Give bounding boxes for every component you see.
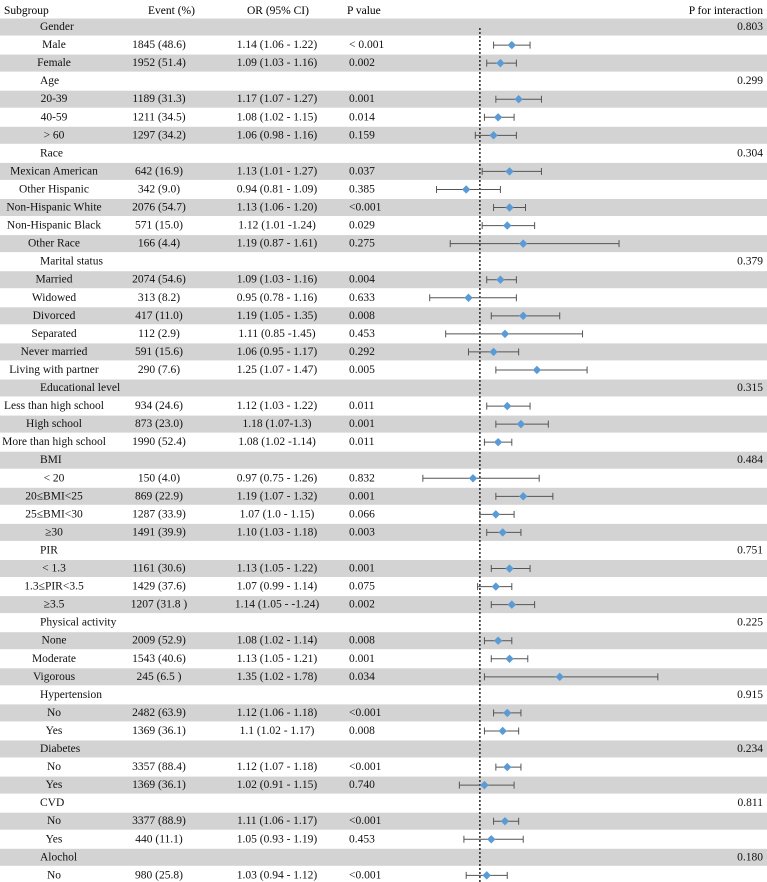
or-ci-value: 1.18 (1.07-1.3) — [242, 418, 312, 431]
row-stripe — [0, 524, 767, 541]
or-ci-value: 1.06 (0.98 - 1.16) — [236, 129, 318, 142]
p-value: <0.001 — [349, 201, 382, 214]
or-ci-value: 1.17 (1.07 - 1.27) — [236, 93, 318, 106]
p-value: 0.159 — [349, 129, 375, 142]
p-value: 0.011 — [349, 436, 375, 449]
subgroup-label: No — [46, 761, 62, 774]
event-value: 3357 (88.4) — [132, 761, 186, 774]
subgroup-label: No — [46, 706, 62, 719]
p-value: 0.385 — [349, 183, 375, 196]
or-ci-value: 1.13 (1.01 - 1.27) — [236, 165, 318, 178]
group-label: Gender — [40, 21, 74, 34]
subgroup-label: More than high school — [2, 436, 106, 449]
row-stripe — [0, 163, 767, 180]
header-p-value: P value — [347, 5, 381, 17]
p-interaction-value: 0.803 — [737, 21, 763, 34]
p-value: < 0.001 — [349, 39, 385, 52]
event-value: 1211 (34.5) — [132, 111, 186, 124]
row-stripe — [0, 19, 767, 36]
event-value: 2074 (54.6) — [132, 273, 186, 286]
event-value: 245 (6.5 ) — [136, 670, 182, 683]
header-event: Event (%) — [148, 5, 195, 17]
subgroup-label: 25≤BMI<30 — [25, 508, 83, 521]
event-value: 1207 (31.8 ) — [130, 598, 188, 611]
event-value: 417 (11.0) — [135, 309, 183, 322]
event-value: 166 (4.4) — [137, 237, 181, 250]
row-stripe — [0, 777, 767, 794]
event-value: 313 (8.2) — [137, 291, 181, 304]
or-ci-value: 1.07 (0.99 - 1.14) — [236, 580, 318, 593]
group-label: Hypertension — [40, 688, 102, 701]
row-stripe — [0, 560, 767, 577]
row-stripe — [0, 271, 767, 288]
or-ci-value: 0.94 (0.81 - 1.09) — [236, 183, 318, 196]
or-ci-value: 1.19 (1.07 - 1.32) — [236, 490, 318, 503]
p-interaction-value: 0.234 — [737, 743, 763, 756]
row-stripe — [0, 55, 767, 72]
or-ci-value: 1.12 (1.06 - 1.18) — [236, 706, 318, 719]
subgroup-label: High school — [26, 418, 82, 431]
p-interaction-value: 0.915 — [737, 688, 763, 701]
subgroup-label: Male — [42, 39, 66, 52]
subgroup-label: < 1.3 — [42, 562, 66, 575]
p-value: 0.001 — [349, 418, 375, 431]
or-ci-value: 1.02 (0.91 - 1.15) — [236, 779, 318, 792]
event-value: 150 (4.0) — [137, 472, 181, 485]
event-value: 1429 (37.6) — [132, 580, 186, 593]
event-value: 1845 (48.6) — [132, 39, 186, 52]
subgroup-label: Other Race — [27, 237, 81, 250]
row-stripe — [0, 307, 767, 324]
p-value: 0.832 — [349, 472, 375, 485]
row-stripe — [0, 199, 767, 216]
p-interaction-value: 0.315 — [737, 382, 763, 395]
row-stripe — [0, 741, 767, 758]
subgroup-label: Non-Hispanic White — [6, 201, 102, 214]
subgroup-label: Separated — [31, 327, 77, 340]
subgroup-label: Less than high school — [4, 400, 104, 413]
subgroup-label: Yes — [45, 779, 63, 792]
p-value: 0.001 — [349, 490, 375, 503]
p-value: 0.014 — [349, 111, 375, 124]
group-label: Diabetes — [40, 743, 81, 756]
or-ci-value: 1.35 (1.02 - 1.78) — [236, 670, 318, 683]
event-value: 2482 (63.9) — [132, 706, 186, 719]
p-interaction-value: 0.379 — [737, 255, 763, 268]
event-value: 1369 (36.1) — [132, 724, 186, 737]
p-value: 0.003 — [349, 526, 375, 539]
group-label: Physical activity — [40, 616, 117, 629]
row-stripe — [0, 343, 767, 360]
subgroup-label: Married — [35, 273, 73, 286]
p-value: 0.029 — [349, 219, 375, 232]
subgroup-label: Divorced — [32, 309, 76, 322]
row-stripe — [0, 849, 767, 866]
group-label: BMI — [40, 454, 62, 467]
or-ci-value: 1.19 (1.05 - 1.35) — [236, 309, 318, 322]
subgroup-label: Yes — [45, 833, 63, 846]
or-ci-value: 1.07 (1.0 - 1.15) — [239, 508, 315, 521]
or-ci-value: 1.13 (1.05 - 1.22) — [236, 562, 318, 575]
event-value: 1952 (51.4) — [132, 57, 186, 70]
or-ci-value: 1.03 (0.94 - 1.12) — [236, 869, 318, 882]
p-value: 0.275 — [349, 237, 375, 250]
group-label: Educational level — [40, 382, 121, 395]
event-value: 1161 (30.6) — [132, 562, 186, 575]
p-value: 0.008 — [349, 634, 375, 647]
row-stripe — [0, 813, 767, 830]
or-ci-value: 1.11 (1.06 - 1.17) — [236, 815, 318, 828]
p-interaction-value: 0.225 — [737, 616, 763, 629]
subgroup-label: 40-59 — [40, 111, 68, 124]
or-ci-value: 1.08 (1.02 - 1.15) — [236, 111, 318, 124]
or-ci-value: 1.10 (1.03 - 1.18) — [236, 526, 318, 539]
event-value: 980 (25.8) — [135, 869, 183, 882]
subgroup-label: Widowed — [31, 291, 77, 304]
p-value: 0.066 — [349, 508, 375, 521]
p-value: 0.740 — [349, 779, 375, 792]
event-value: 934 (24.6) — [135, 400, 183, 413]
p-value: 0.008 — [349, 724, 375, 737]
subgroup-label: 20≤BMI<25 — [25, 490, 83, 503]
p-value: 0.633 — [349, 291, 375, 304]
or-ci-value: 1.12 (1.03 - 1.22) — [236, 400, 318, 413]
p-value: 0.001 — [349, 93, 375, 106]
group-label: Race — [40, 147, 63, 160]
p-value: 0.001 — [349, 652, 375, 665]
p-value: 0.005 — [349, 363, 375, 376]
p-interaction-value: 0.484 — [737, 454, 763, 467]
p-value: <0.001 — [349, 815, 382, 828]
event-value: 642 (16.9) — [135, 165, 183, 178]
subgroup-label: No — [46, 869, 62, 882]
p-value: 0.037 — [349, 165, 375, 178]
group-label: Marital status — [40, 255, 103, 268]
event-value: 1990 (52.4) — [132, 436, 186, 449]
p-value: 0.008 — [349, 309, 375, 322]
event-value: 290 (7.6) — [137, 363, 181, 376]
p-interaction-value: 0.299 — [737, 75, 763, 88]
row-stripe — [0, 127, 767, 144]
event-value: 112 (2.9) — [138, 327, 180, 340]
header-p-interaction: P for interaction — [688, 5, 763, 17]
or-ci-value: 1.09 (1.03 - 1.16) — [236, 57, 318, 70]
or-ci-value: 1.11 (0.85 -1.45) — [238, 327, 316, 340]
subgroup-label: Living with partner — [9, 363, 99, 376]
subgroup-label: 1.3≤PIR<3.5 — [24, 580, 84, 593]
group-label: PIR — [40, 544, 58, 557]
p-interaction-value: 0.304 — [737, 147, 763, 160]
p-value: 0.034 — [349, 670, 375, 683]
p-interaction-value: 0.180 — [737, 851, 763, 864]
event-value: 1287 (33.9) — [132, 508, 186, 521]
or-ci-value: 1.14 (1.06 - 1.22) — [236, 39, 318, 52]
row-stripe — [0, 632, 767, 649]
subgroup-label: Moderate — [31, 652, 77, 665]
event-value: 2076 (54.7) — [132, 201, 186, 214]
event-value: 3377 (88.9) — [132, 815, 186, 828]
or-ci-value: 1.12 (1.07 - 1.18) — [236, 761, 318, 774]
subgroup-label: > 60 — [43, 129, 65, 142]
event-value: 1189 (31.3) — [132, 93, 186, 106]
subgroup-label: Other Hispanic — [19, 183, 89, 196]
row-stripe — [0, 596, 767, 613]
subgroup-label: ≥30 — [45, 526, 63, 539]
row-stripe — [0, 488, 767, 505]
event-value: 342 (9.0) — [137, 183, 181, 196]
p-value: 0.292 — [349, 345, 375, 358]
group-label: CVD — [40, 797, 65, 810]
subgroup-label: Mexican American — [10, 165, 98, 178]
or-ci-value: 1.13 (1.05 - 1.21) — [236, 652, 318, 665]
or-ci-value: 1.08 (1.02 - 1.14) — [236, 634, 318, 647]
subgroup-label: Female — [37, 57, 71, 70]
event-value: 1491 (39.9) — [132, 526, 186, 539]
subgroup-label: 20-39 — [40, 93, 68, 106]
or-ci-value: 1.1 (1.02 - 1.17) — [239, 724, 315, 737]
p-value: <0.001 — [349, 869, 382, 882]
subgroup-label: Non-Hispanic Black — [6, 219, 102, 232]
or-ci-value: 1.06 (0.95 - 1.17) — [236, 345, 318, 358]
subgroup-label: No — [46, 815, 62, 828]
or-ci-value: 1.08 (1.02 -1.14) — [238, 436, 316, 449]
event-value: 873 (23.0) — [135, 418, 183, 431]
or-ci-value: 1.25 (1.07 - 1.47) — [236, 363, 318, 376]
subgroup-label: None — [41, 634, 67, 647]
p-interaction-value: 0.751 — [737, 544, 763, 557]
p-value: 0.011 — [349, 400, 375, 413]
row-stripe — [0, 452, 767, 469]
event-value: 571 (15.0) — [135, 219, 183, 232]
group-label: Alochol — [40, 851, 78, 864]
row-stripe — [0, 235, 767, 252]
or-ci-value: 1.12 (1.01 -1.24) — [238, 219, 316, 232]
or-ci-value: 1.05 (0.93 - 1.19) — [236, 833, 318, 846]
event-value: 440 (11.1) — [135, 833, 183, 846]
subgroup-label: Vigorous — [32, 670, 76, 683]
event-value: 2009 (52.9) — [132, 634, 186, 647]
event-value: 591 (15.6) — [135, 345, 183, 358]
group-label: Age — [40, 75, 60, 88]
row-stripe — [0, 91, 767, 108]
p-value: 0.453 — [349, 833, 375, 846]
subgroup-label: < 20 — [43, 472, 65, 485]
event-value: 1369 (36.1) — [132, 779, 186, 792]
event-value: 1297 (34.2) — [132, 129, 186, 142]
event-value: 869 (22.9) — [135, 490, 183, 503]
header-subgroup: Subgroup — [4, 5, 49, 17]
or-ci-value: 1.13 (1.06 - 1.20) — [236, 201, 318, 214]
or-ci-value: 1.09 (1.03 - 1.16) — [236, 273, 318, 286]
or-ci-value: 0.97 (0.75 - 1.26) — [236, 472, 318, 485]
p-value: <0.001 — [349, 706, 382, 719]
or-ci-value: 0.95 (0.78 - 1.16) — [236, 291, 318, 304]
p-value: 0.002 — [349, 57, 375, 70]
subgroup-label: Yes — [45, 724, 63, 737]
p-value: 0.075 — [349, 580, 375, 593]
p-interaction-value: 0.811 — [737, 797, 763, 810]
subgroup-label: Never married — [20, 345, 88, 358]
or-ci-value: 1.14 (1.05 - -1.24) — [234, 598, 320, 611]
p-value: 0.004 — [349, 273, 375, 286]
p-value: 0.453 — [349, 327, 375, 340]
row-stripe — [0, 416, 767, 433]
subgroup-label: ≥3.5 — [43, 598, 65, 611]
p-value: 0.002 — [349, 598, 375, 611]
row-stripe — [0, 704, 767, 721]
event-value: 1543 (40.6) — [132, 652, 186, 665]
or-ci-value: 1.19 (0.87 - 1.61) — [236, 237, 318, 250]
p-value: 0.001 — [349, 562, 375, 575]
header-or: OR (95% CI) — [247, 5, 309, 17]
p-value: <0.001 — [349, 761, 382, 774]
